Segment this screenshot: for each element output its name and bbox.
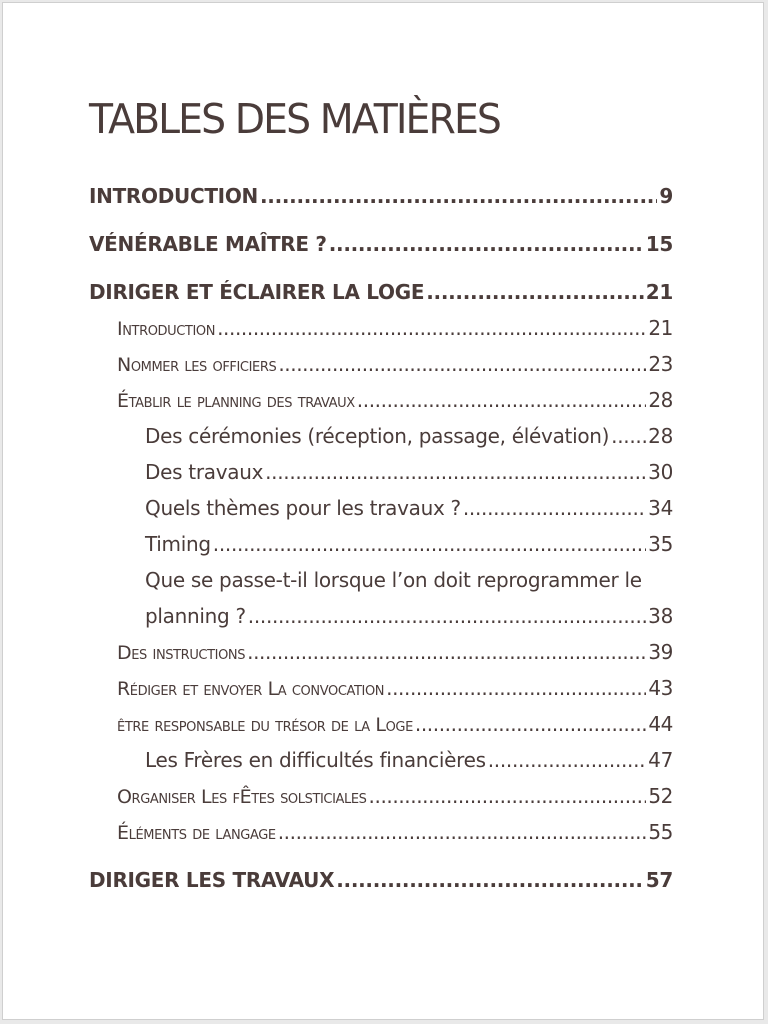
toc-entry-introduction-chapter[interactable] bbox=[89, 178, 673, 214]
toc-entry-label: DIRIGER ET ÉCLAIRER LA LOGE bbox=[89, 280, 425, 304]
document-page bbox=[2, 2, 764, 1020]
toc-entry-timing[interactable] bbox=[89, 526, 673, 562]
toc-entry-page: 44 bbox=[648, 712, 673, 736]
toc-entry-fetes-solsticiales[interactable] bbox=[89, 778, 673, 814]
toc-entry-label: Des travaux bbox=[145, 460, 264, 484]
dot-leader bbox=[369, 778, 647, 814]
toc-entry-page: 52 bbox=[648, 784, 673, 808]
table-of-contents bbox=[89, 178, 673, 898]
toc-entry-label: Quels thèmes pour les travaux ? bbox=[145, 496, 461, 520]
dot-leader bbox=[336, 862, 644, 898]
toc-entry-freres-difficultes[interactable] bbox=[89, 742, 673, 778]
toc-entry-label: DIRIGER LES TRAVAUX bbox=[89, 868, 335, 892]
toc-entry-label: Que se passe-t-il lorsque l’on doit reprogrammer le bbox=[145, 568, 642, 592]
dot-leader bbox=[488, 742, 646, 778]
toc-entry-des-instructions[interactable] bbox=[89, 634, 673, 670]
dot-leader bbox=[265, 454, 646, 490]
toc-entry-page: 9 bbox=[659, 184, 673, 208]
toc-entry-page: 21 bbox=[648, 316, 673, 340]
toc-entry-label: Éléments de langage bbox=[117, 822, 276, 844]
toc-entry-label: Établir le planning des travaux bbox=[117, 390, 355, 412]
toc-entry-label: VÉNÉRABLE MAÎTRE ? bbox=[89, 232, 327, 256]
toc-entry-page: 35 bbox=[648, 532, 673, 556]
dot-leader bbox=[386, 670, 646, 706]
dot-leader bbox=[357, 382, 647, 418]
toc-entry-page: 43 bbox=[648, 676, 673, 700]
toc-entry-label: Rédiger et envoyer La convocation bbox=[117, 678, 385, 700]
toc-entry-page: 39 bbox=[648, 640, 673, 664]
toc-entry-page: 21 bbox=[645, 280, 673, 304]
toc-entry-page: 28 bbox=[648, 388, 673, 412]
toc-entry-page: 38 bbox=[648, 604, 673, 628]
toc-entry-tresor-loge[interactable] bbox=[89, 706, 673, 742]
toc-entry-diriger-travaux[interactable] bbox=[89, 862, 673, 898]
toc-entry-label: Les Frères en difficultés financières bbox=[145, 748, 486, 772]
toc-entry-label: Nommer les officiers bbox=[117, 354, 277, 376]
toc-entry-page: 55 bbox=[648, 820, 673, 844]
dot-leader bbox=[278, 346, 646, 382]
toc-entry-page: 47 bbox=[648, 748, 673, 772]
toc-entry-label: INTRODUCTION bbox=[89, 184, 258, 208]
toc-entry-nommer-officiers[interactable] bbox=[89, 346, 673, 382]
toc-entry-venerable-maitre[interactable] bbox=[89, 226, 673, 262]
toc-entry-reprogrammer-line1[interactable] bbox=[89, 562, 673, 598]
dot-leader bbox=[426, 274, 644, 310]
toc-entry-reprogrammer-line2[interactable] bbox=[89, 598, 673, 634]
toc-entry-diriger-eclairer-loge[interactable] bbox=[89, 274, 673, 310]
toc-entry-introduction-section[interactable] bbox=[89, 310, 673, 346]
toc-entry-elements-langage[interactable] bbox=[89, 814, 673, 850]
toc-entry-des-travaux[interactable] bbox=[89, 454, 673, 490]
dot-leader bbox=[260, 178, 657, 214]
toc-entry-page: 28 bbox=[648, 424, 673, 448]
dot-leader bbox=[278, 814, 647, 850]
toc-entry-page: 15 bbox=[645, 232, 673, 256]
toc-entry-page: 23 bbox=[648, 352, 673, 376]
toc-entry-rediger-convocation[interactable] bbox=[89, 670, 673, 706]
toc-entry-label: Timing bbox=[145, 532, 211, 556]
dot-leader bbox=[611, 418, 646, 454]
toc-entry-label: Des cérémonies (réception, passage, élévation) bbox=[145, 424, 610, 448]
toc-entry-page: 57 bbox=[645, 868, 673, 892]
toc-entry-themes-travaux[interactable] bbox=[89, 490, 673, 526]
toc-entry-label: Organiser Les fÊtes solsticiales bbox=[117, 786, 367, 808]
toc-entry-page: 30 bbox=[648, 460, 673, 484]
dot-leader bbox=[329, 226, 644, 262]
dot-leader bbox=[415, 706, 646, 742]
toc-entry-label: être responsable du trésor de la Loge bbox=[117, 714, 413, 736]
toc-entry-label: Introduction bbox=[117, 318, 216, 340]
page-title: TABLES DES MATIÈRES bbox=[89, 95, 500, 143]
dot-leader bbox=[247, 634, 646, 670]
toc-entry-label-continued: planning ? bbox=[145, 604, 246, 628]
dot-leader bbox=[248, 598, 646, 634]
toc-entry-label: Des instructions bbox=[117, 642, 246, 664]
toc-entry-etablir-planning[interactable] bbox=[89, 382, 673, 418]
dot-leader bbox=[217, 310, 646, 346]
dot-leader bbox=[463, 490, 646, 526]
toc-entry-ceremonies[interactable] bbox=[89, 418, 673, 454]
toc-entry-page: 34 bbox=[648, 496, 673, 520]
dot-leader bbox=[213, 526, 646, 562]
